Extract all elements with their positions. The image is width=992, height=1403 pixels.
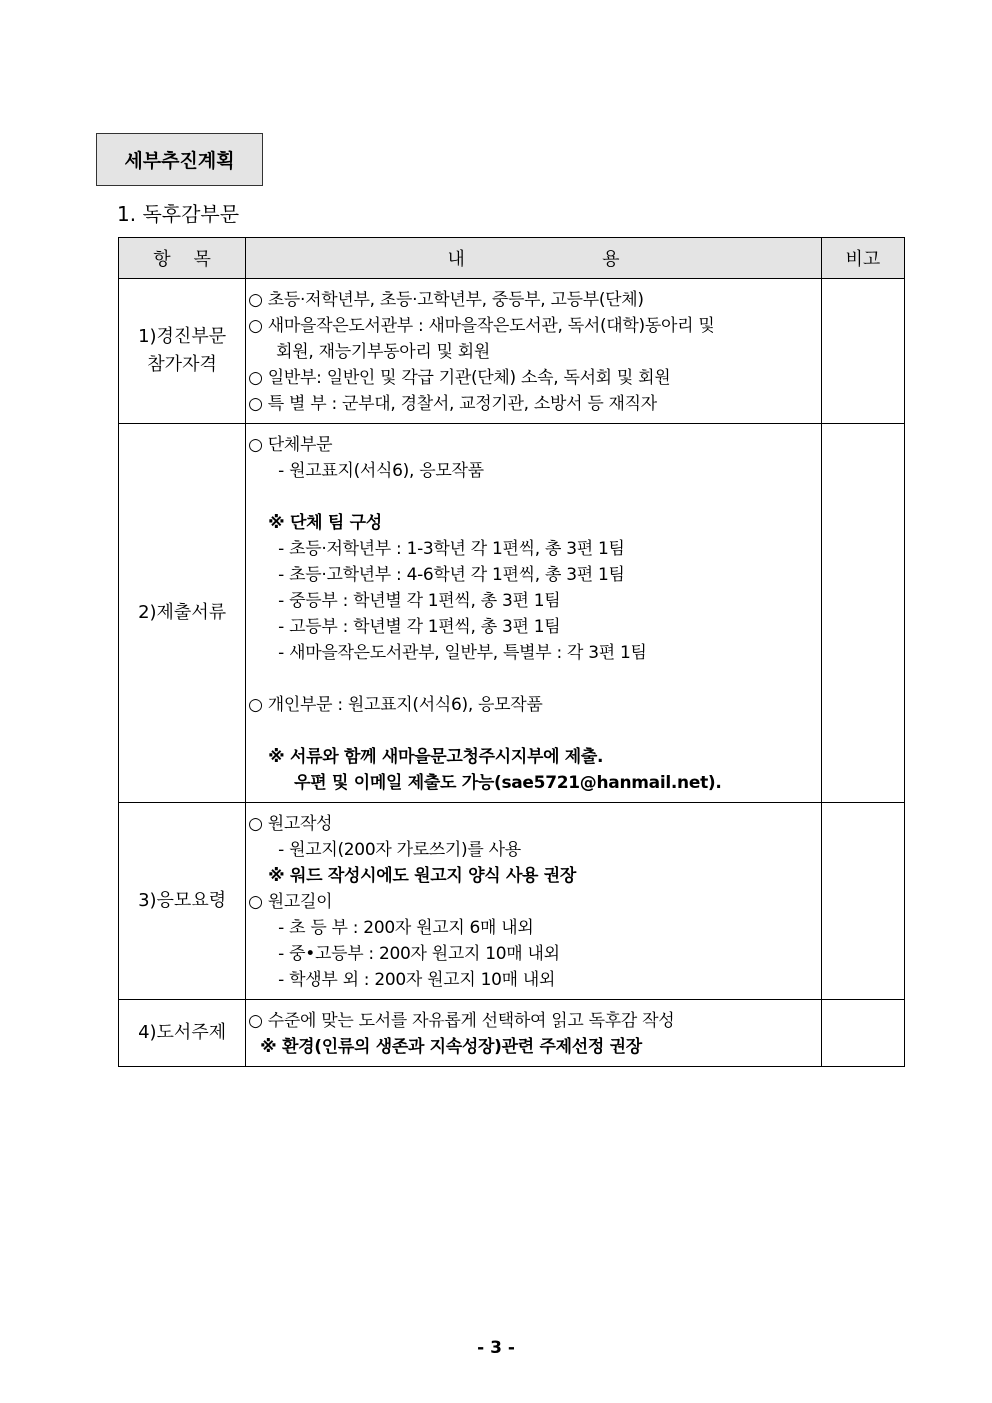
- page-number: - 3 -: [477, 1338, 515, 1358]
- row-note: [821, 279, 904, 424]
- table-row-topic: [119, 1000, 905, 1067]
- row-label: [119, 1000, 246, 1067]
- header-note: 비고: [821, 238, 904, 279]
- content-line: ○ 수준에 맞는 도서를 자유롭게 선택하여 읽고 독후감 작성: [248, 1011, 675, 1031]
- content-line: ○ 새마을작은도서관부 : 새마을작은도서관, 독서(대학)동아리 및: [248, 316, 715, 336]
- table-row-documents: [119, 424, 905, 803]
- content-line: ○ 단체부문: [248, 435, 333, 455]
- row-label-line: 2)제출서류: [138, 602, 227, 623]
- row-label-line: 참가자격: [147, 354, 217, 375]
- content-line: ※ 환경(인류의 생존과 지속성장)관련 주제선정 권장: [260, 1037, 642, 1057]
- row-note: [821, 803, 904, 1000]
- content-line: - 중등부 : 학년별 각 1편씩, 총 3편 1팀: [278, 591, 561, 611]
- content-line: - 원고표지(서식6), 응모작품: [278, 461, 484, 481]
- content-line: - 새마을작은도서관부, 일반부, 특별부 : 각 3편 1팀: [278, 643, 647, 663]
- row-label: [119, 424, 246, 803]
- content-line: - 원고지(200자 가로쓰기)를 사용: [278, 840, 521, 860]
- row-label-line: 1)경진부문: [138, 326, 227, 347]
- plan-title-box: [96, 133, 263, 186]
- table-header-row: [119, 238, 905, 279]
- content-line: ○ 특 별 부 : 군부대, 경찰서, 교정기관, 소방서 등 재직자: [248, 394, 657, 414]
- content-line: ○ 일반부: 일반인 및 각급 기관(단체) 소속, 독서회 및 회원: [248, 368, 671, 388]
- content-line: ○ 원고길이: [248, 892, 333, 912]
- row-content: [246, 279, 822, 424]
- content-line: ※ 워드 작성시에도 원고지 양식 사용 권장: [268, 866, 577, 886]
- content-line: - 초등·저학년부 : 1-3학년 각 1편씩, 총 3편 1팀: [278, 539, 625, 559]
- content-line: - 초 등 부 : 200자 원고지 6매 내외: [278, 918, 534, 938]
- content-line: - 고등부 : 학년별 각 1편씩, 총 3편 1팀: [278, 617, 561, 637]
- row-content: [246, 424, 822, 803]
- row-note: [821, 424, 904, 803]
- row-content: [246, 1000, 822, 1067]
- table-row-eligibility: [119, 279, 905, 424]
- plan-table: [118, 237, 905, 1067]
- content-line: ○ 원고작성: [248, 814, 333, 834]
- row-note: [821, 1000, 904, 1067]
- row-label-line: 4)도서주제: [138, 1022, 227, 1043]
- content-line: ※ 단체 팀 구성: [268, 513, 382, 533]
- content-line: ○ 개인부문 : 원고표지(서식6), 응모작품: [248, 695, 543, 715]
- header-item: 항 목: [119, 238, 246, 279]
- content-line: - 학생부 외 : 200자 원고지 10매 내외: [278, 970, 556, 990]
- table-row-guidelines: [119, 803, 905, 1000]
- content-line: 회원, 재능기부동아리 및 회원: [276, 342, 491, 362]
- content-line: 우편 및 이메일 제출도 가능(sae5721@hanmail.net).: [294, 773, 722, 793]
- row-content: [246, 803, 822, 1000]
- row-label: [119, 279, 246, 424]
- row-label: [119, 803, 246, 1000]
- header-content: 내 용: [246, 238, 822, 279]
- row-label-line: 3)응모요령: [138, 890, 227, 911]
- content-line: - 중•고등부 : 200자 원고지 10매 내외: [278, 944, 560, 964]
- section-title: 1. 독후감부문: [117, 202, 240, 226]
- content-line: ※ 서류와 함께 새마을문고청주시지부에 제출.: [268, 747, 604, 767]
- plan-title: 세부추진계획: [124, 150, 235, 172]
- content-line: - 초등·고학년부 : 4-6학년 각 1편씩, 총 3편 1팀: [278, 565, 625, 585]
- content-line: ○ 초등·저학년부, 초등·고학년부, 중등부, 고등부(단체): [248, 290, 644, 310]
